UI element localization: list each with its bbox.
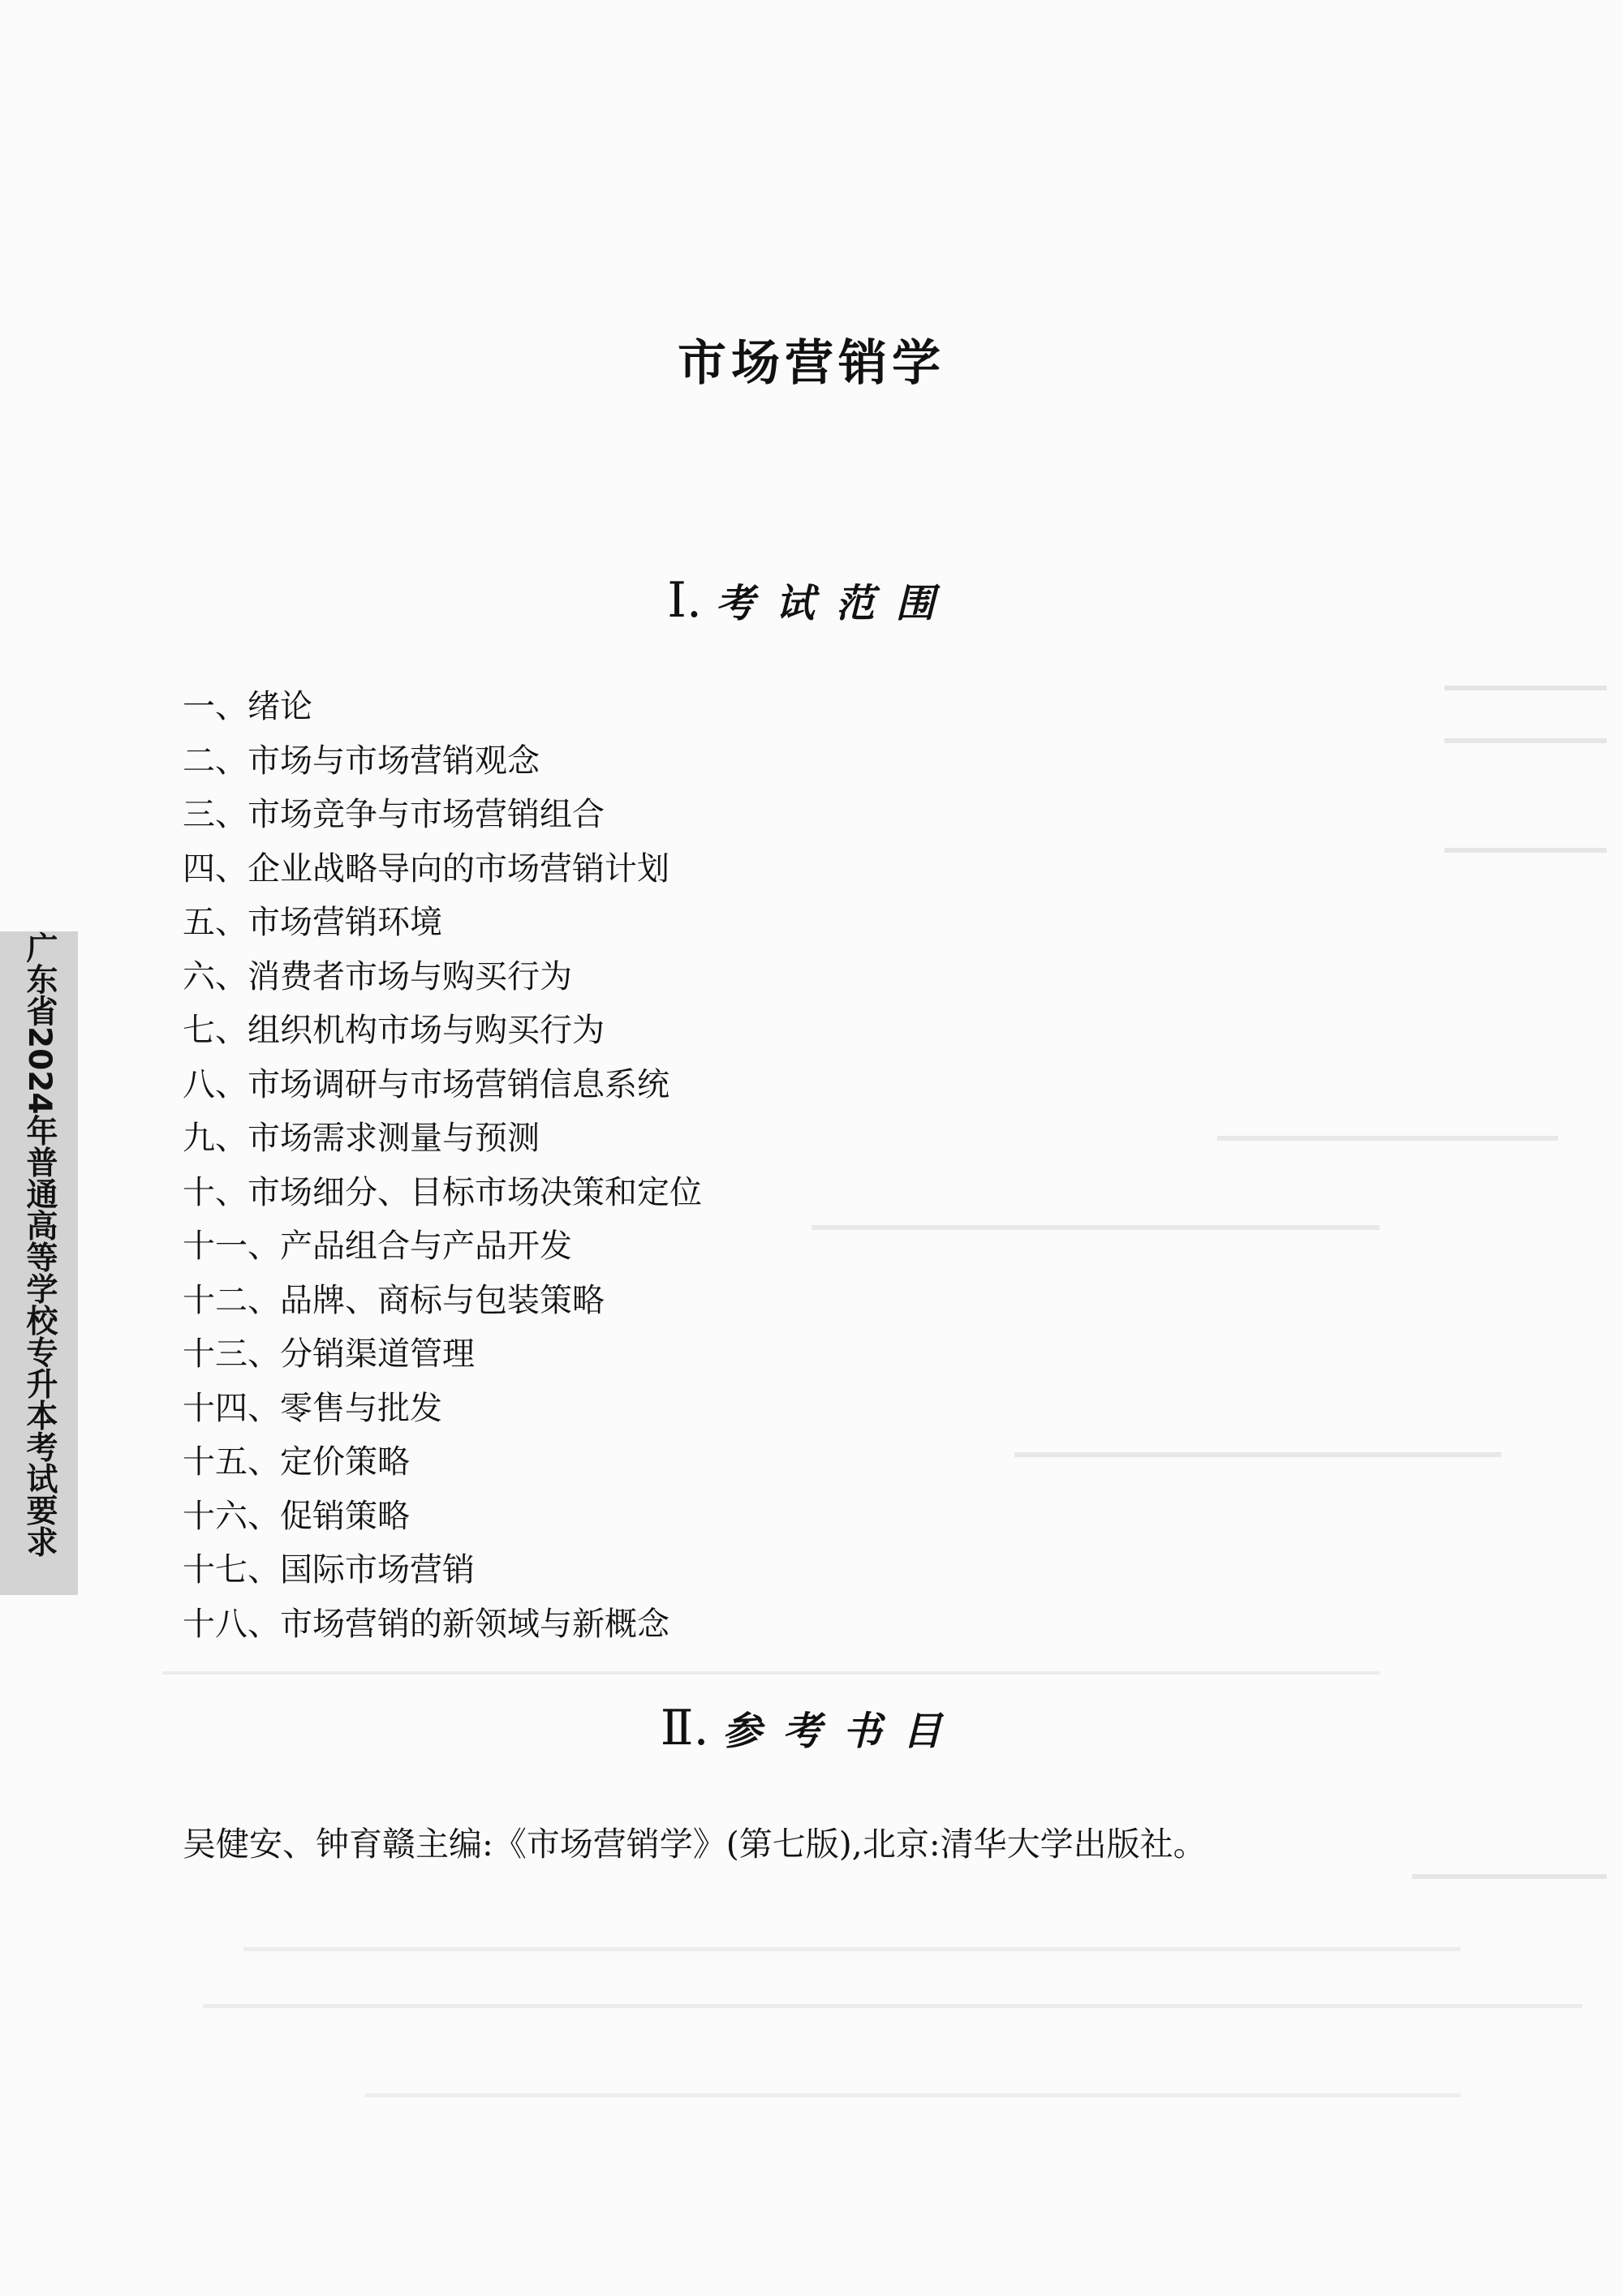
list-item: 十六、促销策略 — [183, 1497, 410, 1535]
list-item: 十八、市场营销的新领域与新概念 — [183, 1605, 669, 1643]
section-heading-text: 参考书目 — [722, 1709, 963, 1754]
list-item: 九、市场需求测量与预测 — [183, 1120, 540, 1157]
side-tab — [0, 931, 78, 1595]
list-item: 二、市场与市场营销观念 — [183, 742, 540, 780]
list-item: 十二、品牌、商标与包装策略 — [183, 1281, 605, 1319]
list-item: 一、绪论 — [183, 688, 312, 725]
section-numeral: Ⅰ. — [667, 572, 703, 629]
list-item: 十七、国际市场营销 — [183, 1551, 475, 1589]
list-item: 六、消费者市场与购买行为 — [183, 957, 572, 995]
list-item: 十一、产品组合与产品开发 — [183, 1228, 572, 1265]
list-item: 八、市场调研与市场营销信息系统 — [183, 1065, 669, 1103]
section-heading-exam-scope — [0, 572, 1623, 629]
list-item: 四、企业战略导向的市场营销计划 — [183, 849, 669, 888]
reference-entry: 吴健安、钟育赣主编:《市场营销学》(第七版),北京:清华大学出版社。 — [183, 1825, 1207, 1864]
list-item: 五、市场营销环境 — [183, 904, 442, 941]
page-title: 市场营销学 — [678, 335, 945, 392]
exam-topic-list — [183, 680, 702, 1651]
list-item: 十五、定价策略 — [183, 1443, 410, 1481]
side-tab-label: 广东省2024年普通高等学校专升本考试要求 — [21, 931, 58, 1558]
section-heading-text: 考试范围 — [715, 581, 956, 626]
list-item: 十四、零售与批发 — [183, 1389, 442, 1427]
section-heading-reference-books — [0, 1700, 1623, 1756]
section-numeral: Ⅱ. — [660, 1700, 709, 1756]
list-item: 十、市场细分、目标市场决策和定位 — [183, 1173, 702, 1211]
list-item: 七、组织机构市场与购买行为 — [183, 1012, 605, 1049]
list-item: 十三、分销渠道管理 — [183, 1335, 475, 1373]
list-item: 三、市场竞争与市场营销组合 — [183, 796, 605, 833]
